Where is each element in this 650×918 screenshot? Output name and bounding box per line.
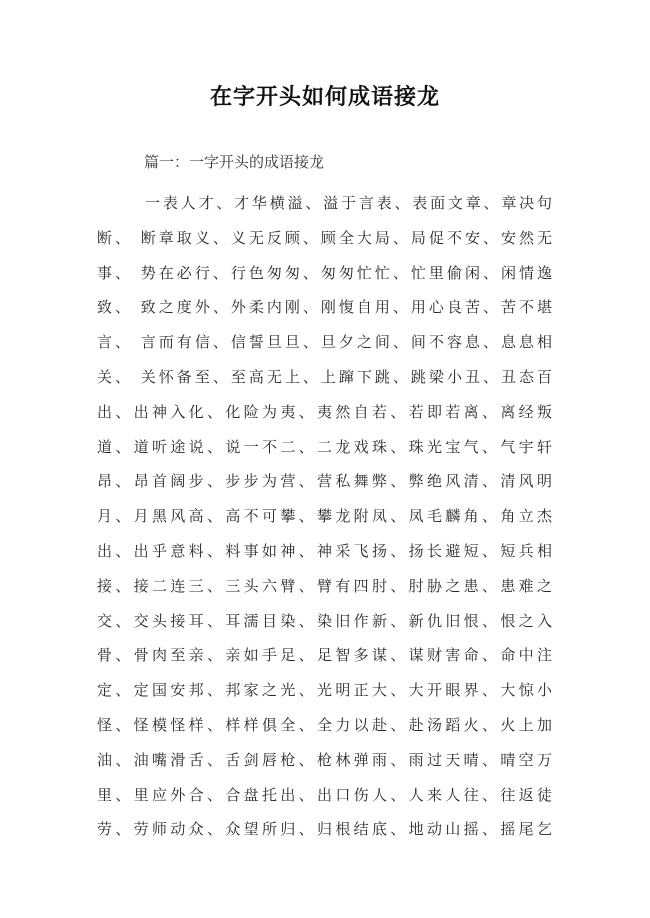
- text-line: 道、道听途说、说一不二、二龙戏珠、珠光宝气、气宇轩: [97, 437, 552, 456]
- text-line: 关、 关怀备至、至高无上、上蹿下跳、跳梁小丑、丑态百: [97, 367, 552, 386]
- text-line: 里、里应外合、合盘托出、出口伤人、人来人往、往返徒: [97, 785, 552, 804]
- text-line: 定、定国安邦、邦家之光、光明正大、大开眼界、大惊小: [97, 681, 552, 700]
- text-line: 月、月黑风高、高不可攀、攀龙附凤、凤毛麟角、角立杰: [97, 507, 552, 526]
- text-line: 一表人才、才华横溢、溢于言表、表面文章、章决句: [145, 194, 552, 212]
- text-line: 昂、昂首阔步、步步为营、营私舞弊、弊绝风清、清风明: [97, 472, 552, 491]
- text-line: 劳、劳师动众、众望所归、归根结底、地动山摇、摇尾乞: [97, 820, 552, 839]
- text-line: 出、出乎意料、料事如神、神采飞扬、扬长避短、短兵相: [97, 541, 552, 560]
- section-heading: 篇一：一字开头的成语接龙: [144, 153, 325, 171]
- text-line: 出、出神入化、化险为夷、夷然自若、若即若离、离经叛: [97, 402, 552, 421]
- text-line: 怪、怪模怪样、样样俱全、全力以赴、赴汤蹈火、火上加: [97, 715, 552, 734]
- document-title: 在字开头如何成语接龙: [209, 85, 440, 110]
- text-line: 言、 言而有信、信誓旦旦、旦夕之间、间不容息、息息相: [97, 333, 552, 352]
- text-line: 交、交头接耳、耳濡目染、染旧作新、新仇旧恨、恨之入: [97, 611, 552, 630]
- text-line: 致、 致之度外、外柔内刚、刚愎自用、用心良苦、苦不堪: [97, 298, 552, 317]
- text-line: 接、接二连三、三头六臂、臂有四肘、肘胁之患、患难之: [97, 576, 552, 595]
- body-text: [97, 186, 552, 847]
- text-line: 骨、骨肉至亲、亲如手足、足智多谋、谋财害命、命中注: [97, 646, 552, 665]
- text-line: 油、油嘴滑舌、舌剑唇枪、枪林弹雨、雨过天晴、晴空万: [97, 750, 552, 769]
- text-line: 断、 断章取义、义无反顾、顾全大局、局促不安、安然无: [97, 228, 552, 247]
- text-line: 事、 势在必行、行色匆匆、匆匆忙忙、忙里偷闲、闲情逸: [97, 263, 552, 282]
